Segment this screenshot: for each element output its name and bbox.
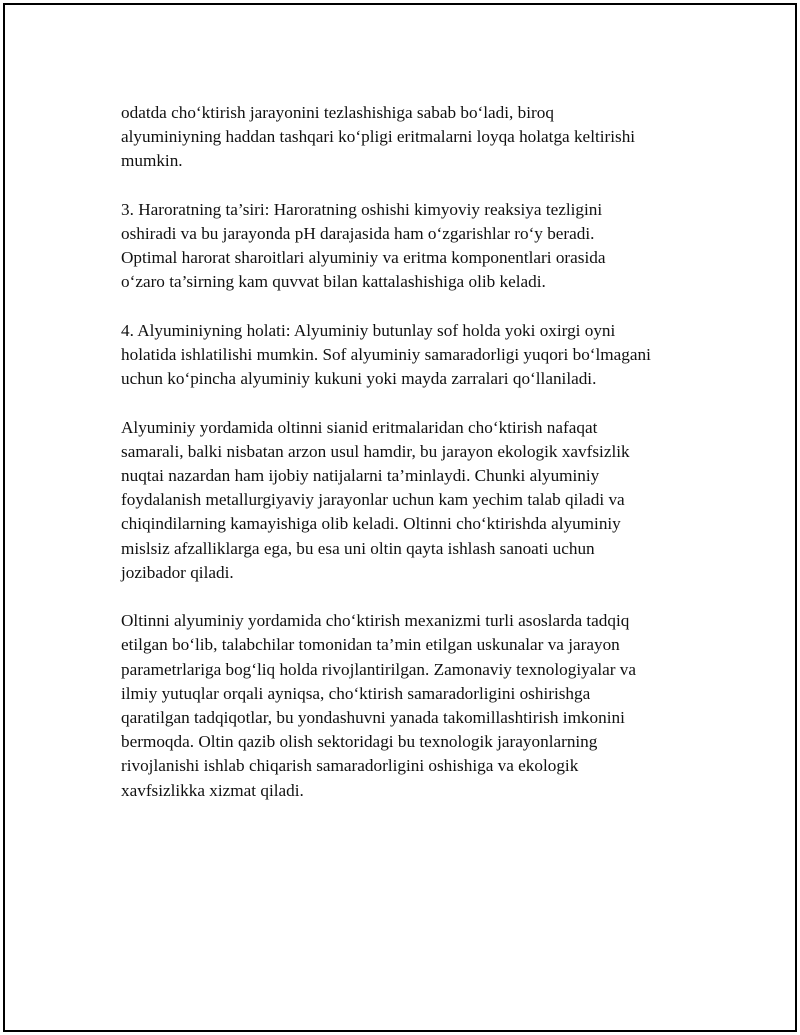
text-line: mumkin. [121,151,183,171]
text-line: mislsiz afzalliklarga ega, bu esa uni oltin qayta ishlash sanoati uchun [121,538,595,558]
text-line: Optimal harorat sharoitlari alyuminiy va eritma komponentlari orasida [121,248,606,268]
text-line: etilgan bo‘lib, talabchilar tomonidan ta’min etilgan uskunalar va jarayon [121,635,620,655]
text-line: Oltinni alyuminiy yordamida cho‘ktirish mexanizmi turli asoslarda tadqiq [121,611,630,631]
text-line: jozibador qiladi. [121,562,234,582]
text-line: alyuminiyning haddan tashqari ko‘pligi eritmalarni loyqa holatga keltirishi [121,127,636,147]
text-line: bermoqda. Oltin qazib olish sektoridagi bu texnologik jarayonlarning [121,732,598,752]
text-line: 3. Haroratning ta’siri: Haroratning oshishi kimyoviy reaksiya tezligini [121,199,603,219]
page-frame [3,3,797,1032]
text-line: holatida ishlatilishi mumkin. Sof alyuminiy samaradorligi yuqori bo‘lmagani [121,345,651,364]
page-content [121,101,721,827]
text-line: xavfsizlikka xizmat qiladi. [121,780,304,800]
text-line: chiqindilarning kamayishiga olib keladi. Oltinni cho‘ktirishda alyuminiy [121,514,621,534]
text-line: foydalanish metallurgiyaviy jarayonlar uchun kam yechim talab qiladi va [121,490,625,510]
text-line: rivojlanishi ishlab chiqarish samaradorligini oshishiga va ekologik [121,756,579,776]
text-line: parametrlariga bog‘liq holda rivojlantirilgan. Zamonaviy texnologiyalar va [121,659,636,679]
paragraph-sianid-eritmalari [121,416,721,585]
paragraph-alyuminiy-holati [121,319,721,392]
text-line: Alyuminiy yordamida oltinni sianid eritmalaridan cho‘ktirish nafaqat [121,417,598,437]
text-line: odatda cho‘ktirish jarayonini tezlashishiga sabab bo‘ladi, biroq [121,103,554,122]
paragraph-harorat-tasiri [121,198,721,295]
text-line: o‘zaro ta’sirning kam quvvat bilan kattalashishiga olib keladi. [121,272,546,292]
text-line: qaratilgan tadqiqotlar, bu yondashuvni yanada takomillashtirish imkonini [121,708,625,728]
text-line: uchun ko‘pincha alyuminiy kukuni yoki mayda zarralari qo‘llaniladi. [121,369,597,389]
paragraph-cho-ktirish-continuation [121,101,721,174]
text-line: ilmiy yutuqlar orqali ayniqsa, cho‘ktirish samaradorligini oshirishga [121,683,591,703]
text-line: 4. Alyuminiyning holati: Alyuminiy butunlay sof holda yoki oxirgi oyni [121,320,616,340]
paragraph-mexanizm-tadqiqot [121,609,721,803]
text-line: nuqtai nazardan ham ijobiy natijalarni ta’minlaydi. Chunki alyuminiy [121,466,600,485]
text-line: samarali, balki nisbatan arzon usul hamdir, bu jarayon ekologik xavfsizlik [121,441,630,461]
text-line: oshiradi va bu jarayonda pH darajasida ham o‘zgarishlar ro‘y beradi. [121,224,595,243]
